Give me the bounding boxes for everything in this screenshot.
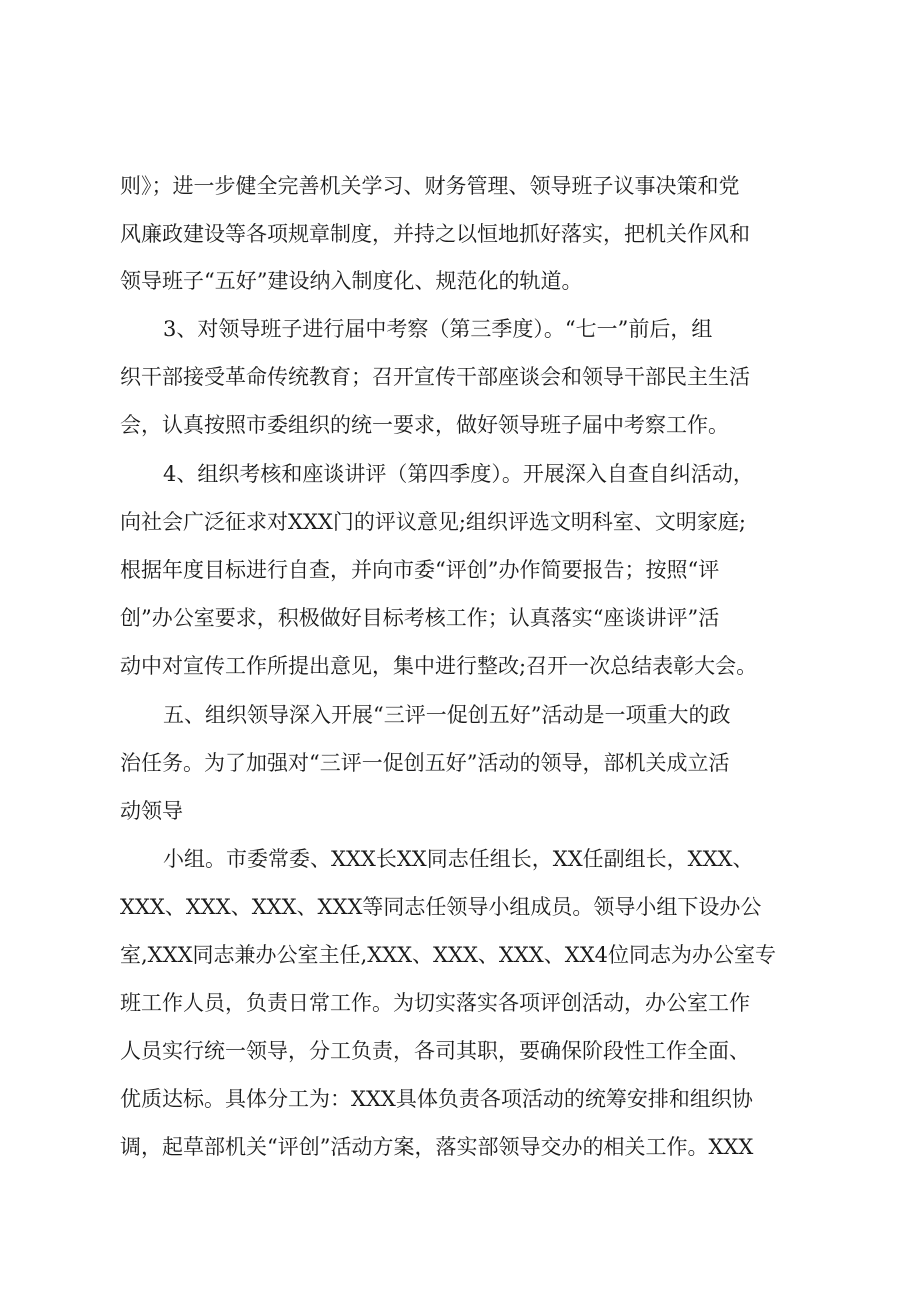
text-line: 动中对宣传工作所提出意见，集中进行整改;召开一次总结表彰大会。: [120, 654, 758, 678]
text-line: 人员实行统一领导，分工负责，各司其职，要确保阶段性工作全面、: [120, 1039, 750, 1063]
text-line: 班工作人员，负责日常工作。为切实落实各项评创活动，办公室工作: [120, 991, 750, 1015]
text-line: 小组。市委常委、XXX长XX同志任组长，XX任副组长，XXX、: [163, 847, 754, 871]
text-line: 4、组织考核和座谈讲评（第四季度）。开展深入自查自纠活动，: [163, 462, 754, 486]
text-line: 织干部接受革命传统教育；召开宣传干部座谈会和领导干部民主生活: [120, 365, 750, 389]
text-line: 五、组织领导深入开展“三评一促创五好”活动是一项重大的政: [163, 703, 731, 727]
text-line: 3、对领导班子进行届中考察（第三季度）。“七一”前后，组: [163, 317, 713, 341]
text-line: 创”办公室要求，积极做好目标考核工作；认真落实“座谈讲评”活: [120, 606, 720, 630]
text-line: 治任务。为了加强对“三评一促创五好”活动的领导，部机关成立活: [120, 751, 730, 775]
text-line: 会，认真按照市委组织的统一要求，做好领导班子届中考察工作。: [120, 413, 729, 437]
text-line: 室,XXX同志兼办公室主任,XXX、XXX、XXX、XX4位同志为办公室专: [120, 943, 777, 967]
text-line: 优质达标。具体分工为：XXX具体负责各项活动的统筹安排和组织协: [120, 1087, 753, 1111]
text-line: 调，起草部机关“评创”活动方案，落实部领导交办的相关工作。XXX: [120, 1135, 754, 1159]
text-line: 风廉政建设等各项规章制度，并持之以恒地抓好落实，把机关作风和: [120, 222, 750, 246]
text-line: 动领导: [120, 799, 183, 823]
text-line: 向社会广泛征求对XXX门的评议意见;组织评选文明科室、文明家庭;: [120, 510, 746, 534]
text-line: 领导班子“五好”建设纳入制度化、规范化的轨道。: [120, 269, 583, 293]
text-line: 则》；进一步健全完善机关学习、财务管理、领导班子议事决策和党: [120, 174, 740, 198]
text-line: XXX、XXX、XXX、XXX等同志任领导小组成员。领导小组下设办公: [120, 895, 762, 919]
text-line: 根据年度目标进行自查，并向市委“评创”办作简要报告；按照“评: [120, 558, 720, 582]
